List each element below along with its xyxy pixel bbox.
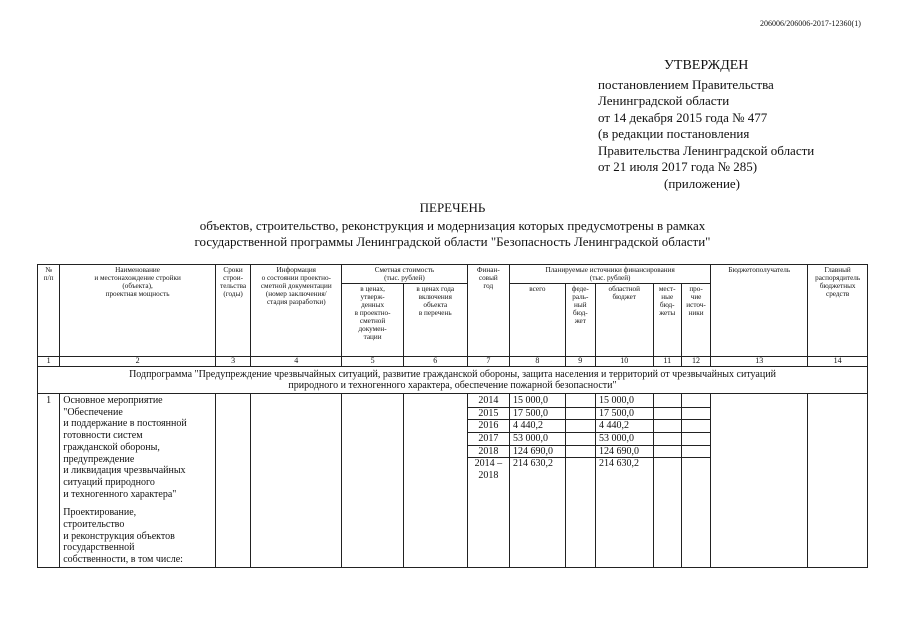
table-row <box>38 394 868 568</box>
header-est-year: в ценах года включения объекта в перечень <box>403 284 467 357</box>
regional-cell: 214 630,2 <box>598 458 639 470</box>
subprogram-title: Подпрограмма "Предупреждение чрезвычайных ситуаций, развитие гражданской обороны, защита населения и территорий от чрезвычайных ситуаций природного и техногенного характера, обеспечение пожарной безопасности" <box>38 367 868 394</box>
column-number: 11 <box>653 357 681 367</box>
column-number: 12 <box>681 357 710 367</box>
column-number: 6 <box>403 357 467 367</box>
total-cell: 53 000,0 <box>510 433 565 446</box>
header-manager: Главный распорядитель бюджетных средств <box>808 265 868 357</box>
header-regional: областной бюджет <box>595 284 653 357</box>
approval-line: (приложение) <box>664 175 741 191</box>
row-recipient <box>711 394 808 568</box>
document-subtitle-line: государственной программы Ленинградской области "Безопасность Ленинградской области" <box>194 234 711 249</box>
header-sources: Планируемые источники финансирования (тыс. рублей) <box>510 265 711 284</box>
row-name-main: Основное мероприятие "Обеспечение и поддержание в постоянной готовности систем гражданской обороны, предупреждение и ликвидация чрезвычайных ситуаций природного и техногенного характера" <box>63 395 187 500</box>
regional-cell: 4 440,2 <box>596 420 653 433</box>
header-fin-year: Финан- совый год <box>467 265 509 357</box>
header-info: Информация о состоянии проектно- сметной документации (номер заключения/ стадия разработки) <box>251 265 342 357</box>
approval-line: (в редакции постановления <box>598 126 750 141</box>
header-terms: Сроки строи- тельства (годы) <box>215 265 250 357</box>
header-num: № п/п <box>38 265 60 357</box>
header-estimate: Сметная стоимость (тыс. рублей) <box>342 265 467 284</box>
document-title: ПЕРЕЧЕНЬ <box>419 200 486 215</box>
year-cell: 2014 – 2018 <box>474 458 503 482</box>
approval-line: от 21 июля 2017 года № 285) <box>598 159 758 174</box>
column-number-row <box>38 357 868 367</box>
column-number: 10 <box>595 357 653 367</box>
header-federal: феде- раль- ный бюд- жет <box>565 284 595 357</box>
subprogram-row <box>38 367 868 394</box>
header-local: мест- ные бюд- жеты <box>653 284 681 357</box>
column-number: 5 <box>342 357 404 367</box>
approval-line: Правительства Ленинградской области <box>598 142 815 158</box>
total-cell: 214 630,2 <box>513 458 554 470</box>
row-terms <box>215 394 250 568</box>
row-local <box>653 394 681 568</box>
row-federal <box>565 394 595 568</box>
header-other: про- чие источ- ники <box>681 284 710 357</box>
row-est-prices <box>342 394 404 568</box>
row-regional <box>595 394 653 568</box>
document-id: 206006/206006-2017-12360(1) <box>760 19 861 28</box>
row-other <box>681 394 710 568</box>
row-total <box>510 394 566 568</box>
year-cell: 2015 <box>468 408 509 421</box>
year-cell: 2014 <box>468 395 509 408</box>
column-number: 9 <box>565 357 595 367</box>
row-manager <box>808 394 868 568</box>
column-number: 7 <box>467 357 509 367</box>
column-number: 3 <box>215 357 250 367</box>
approval-line: Ленинградской области <box>598 93 730 108</box>
column-number: 13 <box>711 357 808 367</box>
row-name <box>60 394 216 568</box>
approval-line: постановлением Правительства <box>598 76 774 92</box>
column-number: 1 <box>38 357 60 367</box>
row-est-year <box>403 394 467 568</box>
regional-cell: 17 500,0 <box>596 408 653 421</box>
header-name: Наименование и местонахождение стройки (объекта), проектная мощность <box>60 265 216 357</box>
regional-cell: 124 690,0 <box>596 446 653 459</box>
column-number: 14 <box>808 357 868 367</box>
column-number: 2 <box>60 357 216 367</box>
year-cell: 2017 <box>468 433 509 446</box>
total-cell: 124 690,0 <box>510 446 565 459</box>
document-subtitle-line: объектов, строительство, реконструкция и модернизация которых предусмотрены в рамках <box>199 218 706 233</box>
objects-table <box>37 264 868 568</box>
table-header-row <box>38 265 868 284</box>
header-est-prices: в ценах, утверж- денных в проектно- сметной докумен- тации <box>342 284 404 357</box>
row-years <box>467 394 509 568</box>
column-number: 8 <box>510 357 566 367</box>
approval-line: от 14 декабря 2015 года № 477 <box>598 109 768 125</box>
header-total: всего <box>510 284 566 357</box>
regional-cell: 53 000,0 <box>596 433 653 446</box>
regional-cell: 15 000,0 <box>596 395 653 408</box>
column-number: 4 <box>251 357 342 367</box>
approval-block <box>598 58 814 192</box>
row-info <box>251 394 342 568</box>
row-name-sub: Проектирование, строительство и реконструкция объектов государственной собственности, в том числе: <box>63 507 183 566</box>
total-cell: 4 440,2 <box>510 420 565 433</box>
total-cell: 15 000,0 <box>510 395 565 408</box>
approval-heading: УТВЕРЖДЕН <box>664 58 749 73</box>
header-recipient: Бюджетополучатель <box>711 265 808 357</box>
year-cell: 2018 <box>468 446 509 459</box>
year-cell: 2016 <box>468 420 509 433</box>
row-num: 1 <box>38 394 60 568</box>
total-cell: 17 500,0 <box>510 408 565 421</box>
